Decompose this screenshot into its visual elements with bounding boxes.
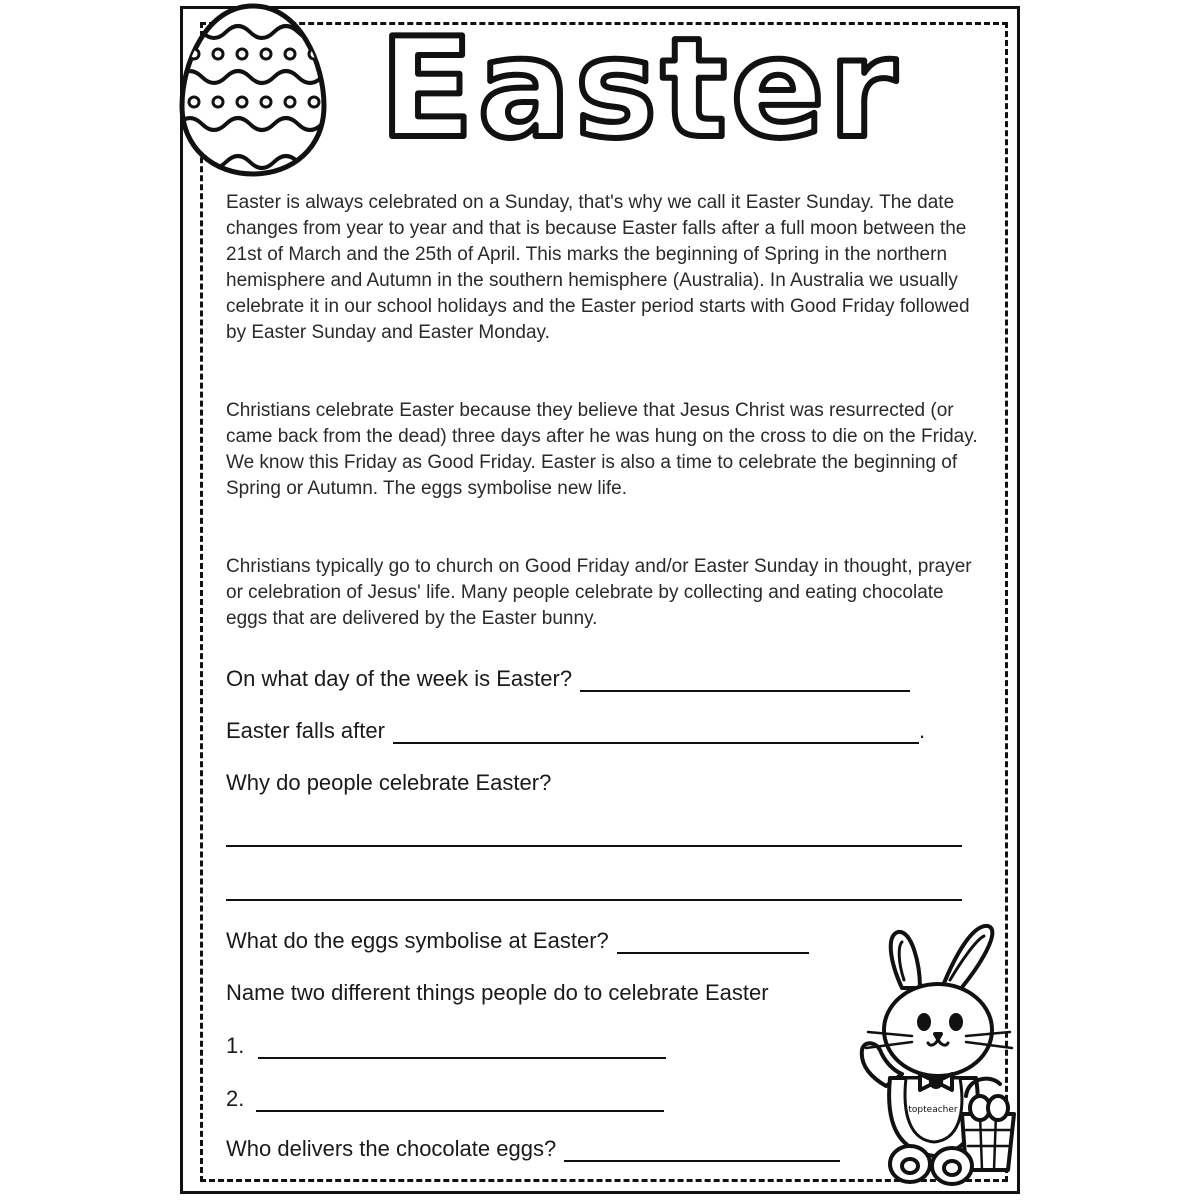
question-5-text: Name two different things people do to celebrate Easter: [226, 980, 769, 1005]
page-title: [360, 16, 920, 166]
paragraph-3: Christians typically go to church on Good Friday and/or Easter Sunday in thought, prayer or celebration of Jesus' life. Many people celebrate by collecting and eating chocolate eggs that are delivered by the Easter bunny.: [226, 556, 972, 629]
answer-item-1: [226, 1033, 666, 1059]
question-6-text: Who delivers the chocolate eggs?: [226, 1136, 557, 1161]
bunny-shirt-text: topteacher: [908, 1105, 958, 1115]
answer-item-2: [226, 1086, 664, 1112]
decorated-egg-icon: [178, 2, 328, 178]
answer-line-4[interactable]: [617, 930, 809, 954]
question-5: [226, 980, 769, 1006]
paragraph-1: Easter is always celebrated on a Sunday, that's why we call it Easter Sunday. The date changes from year to year and that is because Easter falls after a full moon between the 21st of March and the 25th of April. This marks the beginning of Spring in the northern hemisphere and Autumn in the southern hemisphere (Australia). In Australia we usually celebrate it in our school holidays and the Easter period starts with Good Friday followed by Easter Sunday and Easter Monday.: [226, 192, 970, 343]
question-4-text: What do the eggs symbolise at Easter?: [226, 928, 609, 953]
question-6: [226, 1136, 840, 1162]
paragraph-2: Christians celebrate Easter because they believe that Jesus Christ was resurrected (or came back from the dead) three days after he was hung on the cross to die on the Friday. We know this Friday as Good Friday. Easter is also a time to celebrate the beginning of Spring or Autumn. The eggs symbolise new life.: [226, 400, 978, 499]
question-2: [226, 718, 925, 744]
question-2-text: Easter falls after: [226, 718, 385, 743]
question-2-end: .: [918, 718, 926, 743]
easter-bunny-icon: [850, 918, 1018, 1190]
question-1-text: On what day of the week is Easter?: [226, 666, 573, 691]
svg-text:Easter: Easter: [379, 16, 901, 166]
answer-line-3a[interactable]: [226, 845, 962, 847]
answer-line-6[interactable]: [564, 1138, 840, 1162]
answer-line-5a[interactable]: [258, 1035, 666, 1059]
answer-line-1[interactable]: [580, 668, 910, 692]
item-1-number: 1.: [226, 1033, 245, 1058]
question-1: [226, 666, 910, 692]
item-2-number: 2.: [226, 1086, 245, 1111]
question-4: [226, 928, 809, 954]
answer-line-3b[interactable]: [226, 899, 962, 901]
answer-line-2[interactable]: [393, 720, 919, 744]
question-3-text: Why do people celebrate Easter?: [226, 770, 552, 795]
question-3: [226, 770, 551, 796]
answer-line-5b[interactable]: [256, 1088, 664, 1112]
